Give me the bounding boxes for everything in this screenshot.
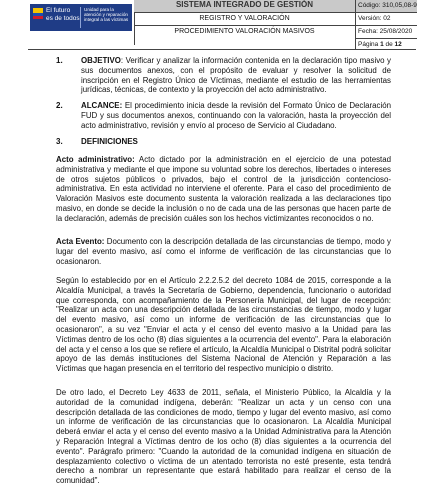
definition-acta-evento	[56, 237, 391, 266]
process-name: REGISTRO Y VALORACIÓN	[134, 13, 355, 26]
definition-1-term: Acto administrativo:	[56, 155, 135, 164]
system-title: SISTEMA INTEGRADO DE GESTIÓN	[134, 0, 355, 13]
section-1-text: : Verificar y analizar la información contenida en la declaración tipo masivo y sus documentos anexos, con el propósito de evaluar y resolver la solicitud de inscripción en el Registro Único de Víctimas, mediante el estudio de las herramientas jurídicas, técnicas, de contexto y la proyección del acto administrativo.	[81, 56, 391, 95]
document-date: Fecha: 25/08/2020	[356, 26, 417, 39]
government-logo	[30, 4, 132, 31]
logo-cell	[28, 0, 135, 45]
document-code: Código: 310,05,08-9	[356, 0, 417, 13]
header-meta	[355, 0, 417, 49]
paragraph-decreto-1084: Según lo establecido por en el Artículo 2.2.2.5.2 del decreto 1084 de 2015, corresponde a la Alcaldía Municipal, a través la Secretaría de Gobierno, dependencia, funcionario o autoridad que corresponda, con acompañamiento de la Personería Municipal, del lugar de recepción: "Realizar un acta con una descripción detallada de las circunstancias de tiempo, modo y lugar del evento masivo, así como un informe de verificación de las circunstancias que lo ocasionaron", a su vez "Enviar el acta y el censo del evento masivo a la Unidad para las Víctimas dentro de los ocho (8) días siguientes a la ocurrencia del evento". Para la elaboración del acta y el censo a los que se refiere el artículo, la Alcaldía Municipal o Distrital podrá solicitar apoyo de las demás instituciones del Sistema Nacional de Atención y Reparación a las Víctimas que hagan presencia en el territorio del respectivo municipio o distrito.	[56, 276, 391, 374]
definition-acto-administrativo	[56, 155, 391, 224]
procedure-name: PROCEDIMIENTO VALORACIÓN MASIVOS	[174, 28, 315, 35]
logo-divider	[80, 7, 81, 28]
logo-entity-name: Unidad para la atención y reparación integral a las víctimas	[84, 7, 129, 23]
logo-line-2: es de todos	[46, 15, 80, 22]
definition-1-text: Acto dictado por la administración en el ejercicio de una potestad administrativa y mediante el que impone su voluntad sobre los derechos, libertades o intereses de otros sujetos públicos o privados, bajo el control de la jurisdicción contencioso-administrativa. En esta actividad no interviene el oferente. Para el caso del procedimiento de Valoración Masivos este documento sustenta la valoración realizada a las declaraciones tipo masivo, en donde se decide la inclusión o no de cada una de las personas que hacen parte de la declaración, además de precisión cuáles son los hechos victimizantes reconocidos o no.	[56, 155, 391, 223]
section-2-title: ALCANCE:	[81, 101, 123, 110]
definition-2-term: Acta Evento:	[56, 237, 105, 246]
logo-line-1: El futuro	[46, 7, 71, 14]
definition-2-text: Documento con la descripción detallada de las circunstancias de tiempo, modo y lugar del evento masivo, así como el informe de verificación de las circunstancias que lo ocasionaron.	[56, 237, 391, 266]
document-version: Versión: 02	[356, 13, 417, 26]
paragraph-decreto-4633: De otro lado, el Decreto Ley 4633 de 2011, señala, el Ministerio Público, la Alcaldía y la autoridad de la comunidad indígena, deberán: "Realizar un acta y un censo con una descripción detallada de las condiciones de modo, tiempo y lugar del evento masivo, así como un informe de verificación de las circunstancias que lo ocasionaron. La Alcaldía Municipal deberá enviar el acta y el censo del evento masivo a la Unidad Administrativa para la Atención y Reparación Integral a Víctimas dentro de los ocho (8) días siguientes a la ocurrencia del evento". Parágrafo primero: "Cuando la autoridad de la comunidad indígena en situación de desplazamiento colectivo o víctima de un atentado terrorista no esté presente, esta tendrá derecho a nombrar un representante que estará habilitado para realizar el censo de la comunidad".	[56, 388, 391, 486]
section-1-title: OBJETIVO	[81, 56, 121, 65]
header-center	[134, 0, 355, 49]
page-of: de	[385, 41, 393, 48]
header-table	[28, 0, 416, 50]
page-total: 12	[394, 41, 402, 48]
section-1-number: 1.	[56, 56, 63, 65]
section-2-number: 2.	[56, 101, 63, 110]
section-3-title: DEFINICIONES	[81, 137, 138, 146]
colombia-flag-icon	[33, 8, 43, 19]
section-3-number: 3.	[56, 137, 63, 146]
page-label: Página	[358, 41, 379, 48]
section-alcance	[81, 101, 391, 130]
page-current: 1	[380, 41, 384, 48]
document-header	[28, 0, 416, 49]
page-indicator	[356, 39, 417, 51]
section-objetivo	[81, 56, 391, 95]
section-2-text: El procedimiento inicia desde la revisión del Formato Único de Declaración FUD y sus documentos anexos, continuando con la valoración, hasta la proyección del acto administrativo, revisión y envío al proceso de Servicio al Ciudadano.	[81, 101, 391, 130]
